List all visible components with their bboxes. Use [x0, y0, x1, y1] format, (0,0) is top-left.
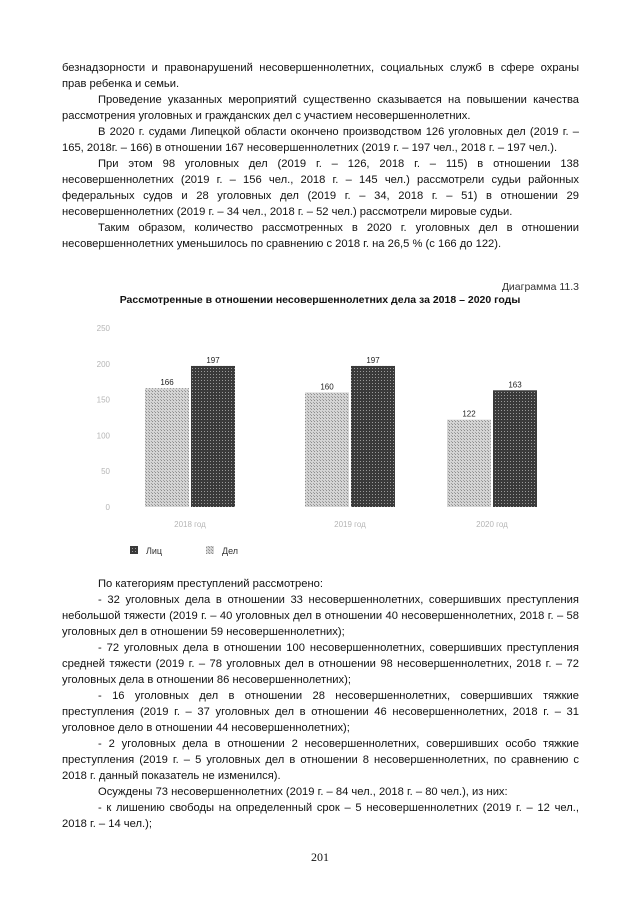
bar-value-label: 160	[320, 382, 334, 392]
legend-swatch	[206, 546, 214, 554]
paragraph: - 16 уголовных дел в отношении 28 несовершеннолетних, совершивших тяжкие преступления (2019 г. – 37 уголовных дел в отношении 46 несовершеннолетних, 2018 г. – 31 уголовное дело в отношении 44 несовершеннолетних);	[62, 690, 579, 734]
paragraph: При этом 98 уголовных дел (2019 г. – 126, 2018 г. – 115) в отношении 138 несовершеннолетних (2019 г. – 156 чел., 2018 г. – 145 чел.) рассмотрели судьи районных федеральных судов и 28 уголовных дел (2019 г. – 34, 2018 г. – 51) в отношении 29 несовершеннолетних (2019 г. – 34 чел., 2018 г. – 52 чел.) рассмотрели мировые судьи.	[62, 158, 579, 218]
x-tick-label: 2019 год	[334, 520, 366, 529]
y-tick-label: 0	[105, 503, 110, 512]
bar-chart	[62, 316, 582, 568]
bar-persons	[493, 390, 537, 507]
bottom-text-block	[62, 576, 579, 832]
legend-label: Лиц	[146, 546, 163, 556]
x-tick-label: 2020 год	[476, 520, 508, 529]
paragraph: - 32 уголовных дела в отношении 33 несовершеннолетних, совершивших преступления небольшой тяжести (2019 г. – 40 уголовных дел в отношении 40 несовершеннолетних, 2018 г. – 58 уголовных дел в отношении 59 несовершеннолетних);	[62, 594, 579, 638]
y-tick-label: 250	[96, 324, 110, 333]
paragraph: - 72 уголовных дела в отношении 100 несовершеннолетних, совершивших преступления средней тяжести (2019 г. – 78 уголовных дел в отношении 98 несовершеннолетних, 2018 г. – 72 уголовных дела в отношении 86 несовершеннолетних);	[62, 642, 579, 686]
bar-persons	[351, 366, 395, 507]
paragraph: - 2 уголовных дела в отношении 2 несовершеннолетних, совершивших особо тяжкие преступления (2019 г. – 5 уголовных дел в отношении 8 несовершеннолетних, по сравнению с 2018 г. данный показатель не изменился).	[62, 738, 579, 782]
x-tick-label: 2018 год	[174, 520, 206, 529]
chart-label: Диаграмма 11.3	[501, 281, 579, 293]
legend-label: Дел	[222, 546, 239, 556]
bar-value-label: 163	[508, 380, 522, 390]
paragraph: - к лишению свободы на определенный срок – 5 несовершеннолетних (2019 г. – 12 чел., 2018 г. – 14 чел.);	[62, 802, 579, 830]
paragraph: Осуждены 73 несовершеннолетних (2019 г. – 84 чел., 2018 г. – 80 чел.), из них:	[98, 786, 508, 798]
paragraph: В 2020 г. судами Липецкой области окончено производством 126 уголовных дел (2019 г. – 165, 2018г. – 166) в отношении 167 несовершеннолетних (2019 г. – 197 чел., 2018 г. – 197 чел.).	[62, 126, 579, 154]
bar-value-label: 197	[366, 355, 380, 365]
y-tick-label: 200	[96, 359, 110, 369]
y-tick-label: 150	[96, 395, 110, 405]
paragraph: По категориям преступлений рассмотрено:	[98, 578, 324, 590]
paragraph: Таким образом, количество рассмотренных в 2020 г. уголовных дел в отношении несовершеннолетних уменьшилось по сравнению с 2018 г. на 26,5 % (с 166 до 122).	[62, 222, 579, 250]
bar-cases	[145, 388, 189, 507]
y-tick-label: 100	[96, 431, 110, 441]
paragraph: безнадзорности и правонарушений несовершеннолетних, социальных служб в сфере охраны прав ребенка и семьи.	[62, 62, 579, 90]
bar-cases	[305, 392, 349, 507]
bar-cases	[447, 420, 491, 507]
page-number: 201	[311, 850, 329, 864]
bar-value-label: 197	[206, 355, 220, 365]
paragraph: Проведение указанных мероприятий существенно сказывается на повышении качества рассмотрения уголовных и гражданских дел с участием несовершеннолетних.	[62, 94, 579, 122]
y-tick-label: 50	[101, 467, 110, 477]
chart-title: Рассмотренные в отношении несовершеннолетних дела за 2018 – 2020 годы	[119, 294, 521, 306]
bar-value-label: 166	[160, 378, 174, 388]
bar-persons	[191, 366, 235, 507]
top-text-block	[62, 60, 579, 252]
legend-swatch	[130, 546, 138, 554]
bar-value-label: 122	[462, 409, 476, 419]
